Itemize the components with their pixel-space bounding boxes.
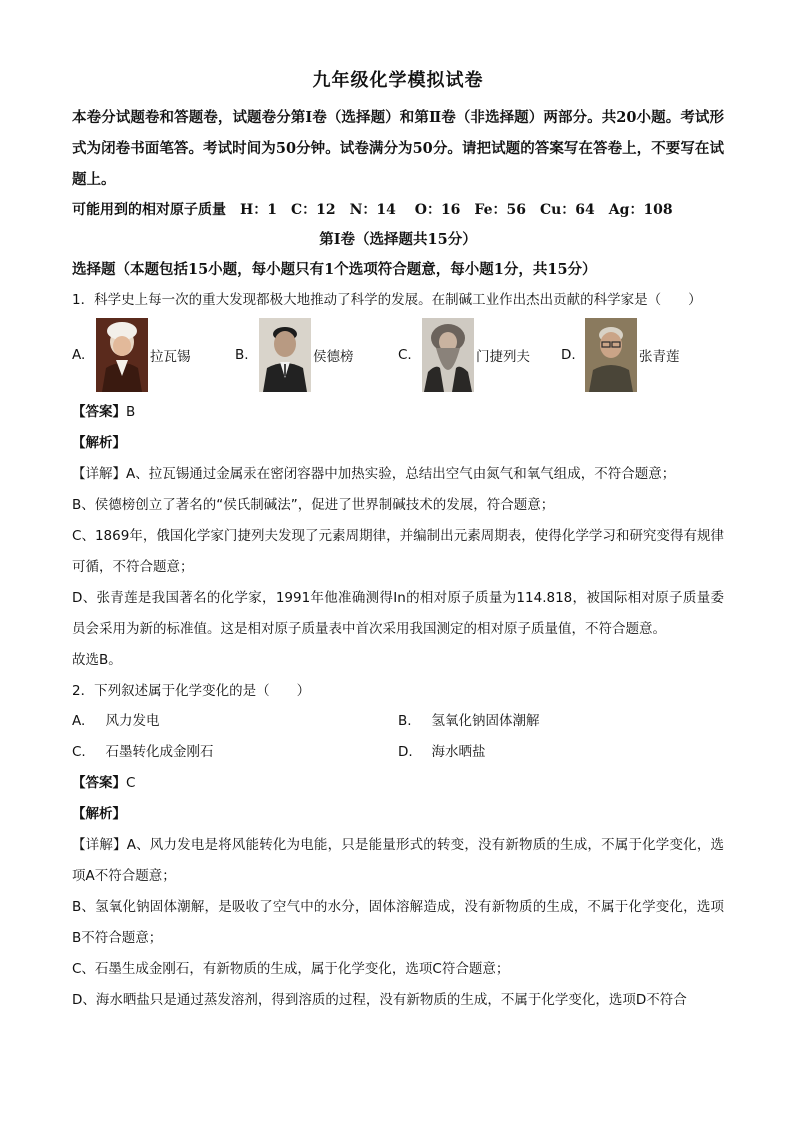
portrait-hou-debang-image [259, 318, 311, 392]
option-letter: A. [72, 347, 86, 363]
answer-tag: 【答案】 [72, 775, 126, 791]
answer-tag: 【答案】 [72, 404, 126, 420]
volume-heading: 第Ⅰ卷（选择题共15分） [319, 231, 477, 248]
option-name: 拉瓦锡 [150, 349, 191, 365]
question-2-answer [72, 768, 724, 799]
option-b [235, 318, 398, 392]
option-letter: B. [235, 347, 249, 363]
question-1-conclusion: 故选B。 [72, 652, 122, 668]
option-text: 石墨转化成金刚石 [105, 744, 214, 760]
answer-value: C [126, 775, 136, 791]
option-text: 海水晒盐 [431, 744, 486, 760]
exam-title: 九年级化学模拟试卷 [312, 70, 484, 91]
question-1-detail-c: C、1869年，俄国化学家门捷列夫发现了元素周期律，并编制出元素周期表，使得化学学习和研究变得有规律可循，不符合题意； [72, 528, 724, 575]
question-2-analysis-tag [72, 799, 724, 830]
question-1-detail-d: D、张青莲是我国著名的化学家，1991年他准确测得In的相对原子质量为114.818，被国际相对原子质量委员会采用为新的标准值。这是相对原子质量表中首次采用我国测定的相对原子质量值，不符合题意。 [72, 590, 724, 637]
section-heading: 选择题（本题包括15小题，每小题只有1个选项符合题意，每小题1分，共15分） [72, 261, 597, 278]
question-2-detail-c: C、石墨生成金刚石，有新物质的生成，属于化学变化，选项C符合题意； [72, 961, 510, 977]
option-name: 门捷列夫 [476, 349, 530, 365]
option-letter: C. [72, 744, 86, 760]
exam-intro: 本卷分试题卷和答题卷，试题卷分第Ⅰ卷（选择题）和第Ⅱ卷（非选择题）两部分。共20小题。考试形式为闭卷书面笔答。考试时间为50分钟。试卷满分为50分。请把试题的答案写在答卷上，不要写在试题上。 [72, 109, 724, 188]
option-b [398, 706, 724, 737]
question-1-detail-a: 【详解】A、拉瓦锡通过金属汞在密闭容器中加热实验，总结出空气由氮气和氧气组成，不符合题意； [72, 466, 676, 482]
option-a [72, 706, 398, 737]
option-c [398, 318, 561, 392]
option-text: 氢氧化钠固体潮解 [431, 713, 540, 729]
question-1-options [72, 317, 724, 393]
exam-page [72, 66, 724, 1016]
option-letter: A. [72, 713, 86, 729]
option-d [561, 318, 724, 392]
question-1-detail-b: B、侯德榜创立了著名的“侯氏制碱法”，促进了世界制碱技术的发展，符合题意； [72, 497, 555, 513]
option-c [72, 737, 398, 768]
option-text: 风力发电 [105, 713, 160, 729]
option-letter: C. [398, 347, 412, 363]
option-name: 张青莲 [639, 349, 680, 365]
portrait-zhang-qinglian-image [585, 318, 637, 392]
option-name: 侯德榜 [313, 349, 354, 365]
question-2-options [72, 706, 724, 768]
answer-value: B [126, 404, 136, 420]
option-letter: D. [398, 744, 413, 760]
option-d [398, 737, 724, 768]
question-1-answer [72, 397, 724, 428]
analysis-tag: 【解析】 [72, 806, 126, 822]
question-1-stem: 1．科学史上每一次的重大发现都极大地推动了科学的发展。在制碱工业作出杰出贡献的科学家是（ ） [72, 292, 702, 308]
option-letter: B. [398, 713, 412, 729]
question-2-detail-a: 【详解】A、风力发电是将风能转化为电能，只是能量形式的转变，没有新物质的生成，不属于化学变化，选项A不符合题意； [72, 837, 724, 884]
analysis-tag: 【解析】 [72, 435, 126, 451]
portrait-lavoisier-image [96, 318, 148, 392]
atomic-mass-line: 可能用到的相对原子质量 H：1 C：12 N：14 O：16 Fe：56 Cu：64 Ag：108 [72, 202, 673, 218]
option-a [72, 318, 235, 392]
question-2-stem: 2．下列叙述属于化学变化的是（ ） [72, 683, 311, 699]
question-1-analysis-tag [72, 428, 724, 459]
question-2-detail-d: D、海水晒盐只是通过蒸发溶剂，得到溶质的过程，没有新物质的生成，不属于化学变化，选项D不符合 [72, 992, 687, 1008]
question-2-detail-b: B、氢氧化钠固体潮解，是吸收了空气中的水分，固体溶解造成，没有新物质的生成，不属于化学变化，选项B不符合题意； [72, 899, 724, 946]
option-letter: D. [561, 347, 576, 363]
portrait-mendeleev-image [422, 318, 474, 392]
